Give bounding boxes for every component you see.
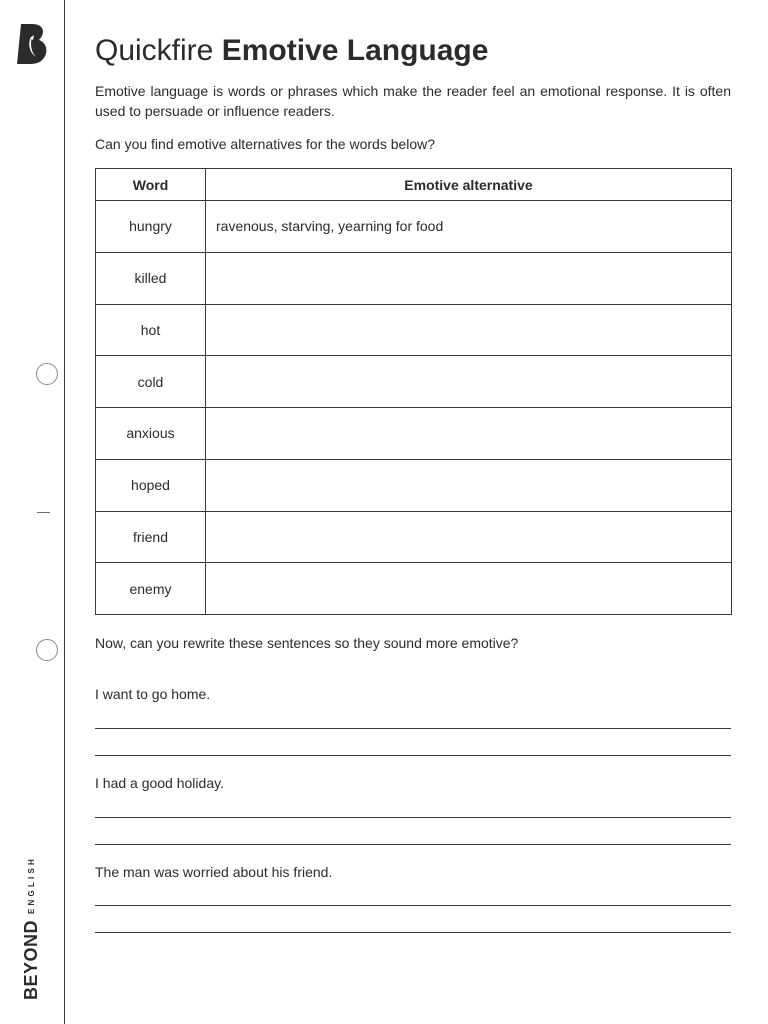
word-cell: cold	[96, 356, 206, 408]
table-row	[96, 408, 732, 460]
sentence-2: I had a good holiday.	[95, 775, 224, 791]
table-row	[96, 304, 732, 356]
table-row	[96, 511, 732, 563]
answer-line	[95, 905, 731, 906]
alternative-cell	[206, 511, 732, 563]
title-bold: Emotive Language	[221, 34, 489, 67]
alternative-cell	[206, 408, 732, 460]
title-light: Quickfire	[95, 34, 214, 67]
alternative-cell	[206, 563, 732, 615]
question-2: Now, can you rewrite these sentences so they sound more emotive?	[95, 635, 519, 651]
answer-line	[95, 817, 731, 818]
table-header-row	[96, 169, 732, 201]
brand-wordmark	[21, 856, 42, 1000]
alternative-cell	[206, 252, 732, 304]
word-cell: hoped	[96, 459, 206, 511]
margin-line	[64, 0, 65, 1024]
word-cell: anxious	[96, 408, 206, 460]
word-cell: hot	[96, 304, 206, 356]
brand-main: BEYOND	[21, 919, 41, 1000]
binder-hole-bottom	[36, 639, 58, 661]
word-cell: friend	[96, 511, 206, 563]
word-cell: killed	[96, 252, 206, 304]
alternative-cell: ravenous, starving, yearning for food	[206, 201, 732, 253]
alternative-cell	[206, 459, 732, 511]
answer-line	[95, 755, 731, 756]
table-row	[96, 252, 732, 304]
answer-line	[95, 728, 731, 729]
alternative-cell	[206, 356, 732, 408]
table-row	[96, 459, 732, 511]
page-title	[95, 34, 488, 68]
fold-mark	[37, 512, 50, 513]
table-row	[96, 356, 732, 408]
word-cell: hungry	[96, 201, 206, 253]
word-cell: enemy	[96, 563, 206, 615]
sentence-1: I want to go home.	[95, 686, 211, 702]
answer-line	[95, 932, 731, 933]
brand-sub: ENGLISH	[27, 856, 36, 914]
answer-line	[95, 844, 731, 845]
header-word: Word	[96, 169, 206, 201]
word-table	[95, 168, 732, 615]
table-row	[96, 201, 732, 253]
question-1: Can you find emotive alternatives for the words below?	[95, 136, 436, 152]
table-row	[96, 563, 732, 615]
sentence-3: The man was worried about his friend.	[95, 864, 333, 880]
intro-paragraph: Emotive language is words or phrases which make the reader feel an emotional response. It is often used to persuade or influence readers.	[95, 83, 731, 119]
binder-hole-top	[36, 363, 58, 385]
alternative-cell	[206, 304, 732, 356]
beyond-logo-icon	[15, 22, 51, 66]
header-alternative: Emotive alternative	[206, 169, 732, 201]
